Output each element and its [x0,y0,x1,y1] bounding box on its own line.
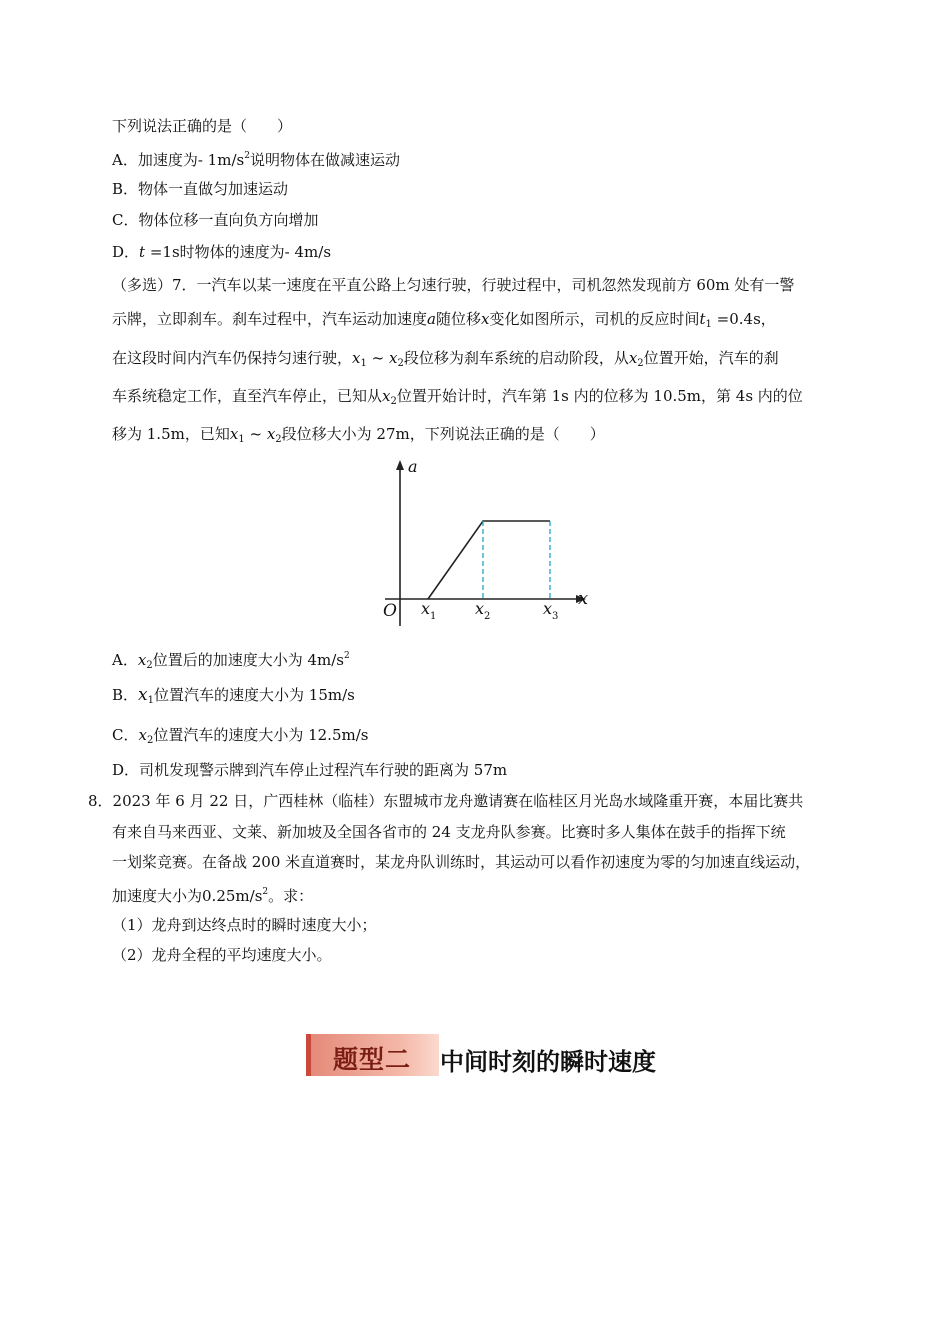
q7-l5-s1: 1 [238,434,245,445]
a-axis-arrow [396,460,404,470]
q7-c-x: x [138,726,147,744]
q7-b-post: 位置汽车的速度大小为 15m/s [154,686,355,704]
q7-a-s: 2 [146,660,153,671]
q6-option-b: B．物体一直做匀加速运动 [112,180,289,198]
q6-option-d [112,242,331,262]
q7-l2-t: t [699,310,706,328]
q8-line-1: 8．2023 年 6 月 22 日，广西桂林（临桂）东盟城市龙舟邀请赛在临桂区月光岛水域隆重开赛，本届比赛共 [88,792,804,810]
q7-line-5 [112,424,605,450]
section-title: 中间时刻的瞬时速度 [440,1048,656,1076]
q7-l3-x2: x [388,349,398,367]
q8-l4-val: 0.25m/s [202,887,263,905]
q7-option-b [112,685,355,711]
q7-c-s: 2 [146,735,154,746]
q7-c-post: 位置汽车的速度大小为 12.5m/s [153,726,369,744]
q7-l3-s1: 1 [360,358,367,369]
q6-d-t: t [139,243,146,261]
q7-a-post: 位置后的加速度大小为 4m/s [152,651,344,669]
q8-l4-pre: 加速度大小为 [112,887,203,905]
x1-tick-sub: 1 [430,611,437,622]
q7-l3-mid: 段位移为刹车系统的启动阶段，从 [403,349,629,367]
q6-option-c: C．物体位移一直向负方向增加 [112,211,319,229]
q7-l4-s: 2 [390,396,397,407]
q7-b-pre: B． [112,686,139,704]
x-axis-label: x [578,588,589,609]
q6-stem: 下列说法正确的是（ ） [112,117,293,135]
acceleration-displacement-graph [370,456,600,631]
q6-d-prefix: D． [112,243,140,261]
q7-l5-tilde: ~ [244,425,267,443]
q7-l3-x1: x [352,349,361,367]
q7-l2-pre: 示牌，立即刹车。刹车过程中，汽车运动加速度 [112,310,428,328]
q7-l5-pre: 移为 1.5m，已知 [112,425,230,443]
q7-l5-post: 段位移大小为 27m，下列说法正确的是（ ） [281,425,605,443]
q7-option-a [112,646,350,676]
q7-l3-post: 位置开始，汽车的刹 [643,349,779,367]
q7-l3-s2b: 2 [637,358,644,369]
q7-c-pre: C． [112,726,139,744]
q7-l5-s2: 2 [275,434,282,445]
q6-a-prefix: A．加速度为 [112,151,198,169]
q7-l2-mid: 随位移 [435,310,481,328]
q7-b-x: x [138,685,148,705]
q8-l4-sup: 2 [262,887,269,897]
x2-tick-label: x [475,599,485,618]
q7-l5-x2: x [266,425,276,443]
q7-l2-x: x [480,310,490,328]
q7-l3-pre: 在这段时间内汽车仍保持匀速行驶， [112,349,353,367]
section-tag [306,1034,439,1076]
a-axis-label: a [408,457,418,476]
x3-tick-label: x [543,599,553,618]
q6-a-value: - 1m/s [197,151,245,169]
q7-l4-post: 位置开始计时，汽车第 1s 内的位移为 10.5m，第 4s 内的位 [396,387,803,405]
q7-a-pre: A． [112,651,138,669]
q7-line-1: （多选）7．一汽车以某一速度在平直公路上匀速行驶，行驶过程中，司机忽然发现前方 60m 处有一警 [112,276,795,294]
q7-b-s: 1 [147,695,154,706]
q7-l4-pre: 车系统稳定工作，直至汽车停止，已知从 [112,387,383,405]
x3-tick-sub: 3 [552,611,559,622]
q7-l2-post: 变化如图所示，司机的反应时间 [489,310,700,328]
q7-l5-x1: x [229,425,239,443]
q7-option-d: D．司机发现警示牌到汽车停止过程汽车行驶的距离为 57m [112,761,508,779]
q7-l3-s2: 2 [397,358,404,369]
q7-l2-a: a [427,310,436,328]
origin-label: O [383,601,397,621]
q8-l4-post: 。求： [268,887,314,905]
q6-a-text: 说明物体在做减速运动 [249,151,400,169]
q8-subquestion-1: （1）龙舟到达终点时的瞬时速度大小； [112,916,377,934]
q6-d-eq: =1s [145,243,180,261]
q7-line-2 [112,309,776,335]
q7-l2-end: ， [760,310,776,328]
q7-a-sup: 2 [343,651,350,661]
acceleration-curve [428,521,550,599]
q6-option-a [112,146,400,170]
q6-a-sup: 2 [244,151,250,161]
q8-subquestion-2: （2）龙舟全程的平均速度大小。 [112,946,332,964]
q6-d-text: 时物体的速度为 [179,243,285,261]
q7-l2-tval: =0.4s [711,310,761,328]
q7-l4-x: x [382,387,391,405]
q7-option-c [112,725,368,751]
x1-tick-label: x [421,599,431,618]
q7-l3-tilde: ~ [366,349,389,367]
q7-a-x: x [137,651,147,669]
q8-line-2: 有来自马来西亚、文莱、新加坡及全国各省市的 24 支龙舟队参赛。比赛时多人集体在鼓手的指挥下统 [112,823,786,841]
section-tag-label: 题型二 [333,1045,412,1074]
q7-line-4 [112,386,803,412]
q6-d-value: - 4m/s [284,243,332,261]
q8-line-4 [112,882,313,906]
x2-tick-sub: 2 [484,611,491,622]
q8-line-3: 一划桨竞赛。在备战 200 米直道赛时，某龙舟队训练时，其运动可以看作初速度为零的匀加速直线运动， [112,853,811,871]
q7-l3-x2b: x [628,349,638,367]
q7-l2-t-sub: 1 [705,319,712,330]
q7-line-3 [112,348,779,374]
